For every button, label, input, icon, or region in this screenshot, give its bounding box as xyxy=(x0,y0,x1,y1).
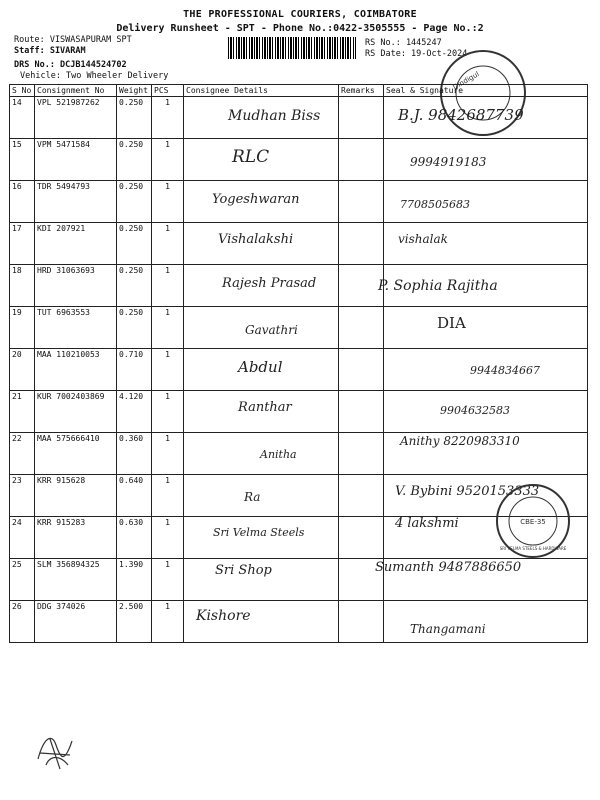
weight-cell: 0.250 xyxy=(117,223,152,265)
consignment-cell: VPM 5471584 xyxy=(35,139,117,181)
consignment-cell: HRD 31063693 xyxy=(35,265,117,307)
sno-cell: 18 xyxy=(10,265,35,307)
consignment-cell: KDI 207921 xyxy=(35,223,117,265)
handwriting-signature: 9994919183 xyxy=(410,155,487,169)
pcs-cell: 1 xyxy=(152,139,184,181)
weight-cell: 0.250 xyxy=(117,97,152,139)
weight-cell: 2.500 xyxy=(117,601,152,643)
stamp-text: SRI VELMA STEELS & HARDWARE xyxy=(499,546,567,551)
weight-cell: 0.640 xyxy=(117,475,152,517)
handwriting-signature: B.J. 9842687739 xyxy=(398,106,524,124)
consignment-cell: KRR 915283 xyxy=(35,517,117,559)
barcode xyxy=(228,37,356,59)
remarks-cell xyxy=(339,475,384,517)
sno-cell: 19 xyxy=(10,307,35,349)
stamp-code: CBE-35 xyxy=(520,518,546,526)
handwriting-consignee: Gavathri xyxy=(245,323,298,337)
col-consignee: Consignee Details xyxy=(184,85,339,97)
handwriting-consignee: Ranthar xyxy=(238,400,292,415)
sno-cell: 17 xyxy=(10,223,35,265)
weight-cell: 0.250 xyxy=(117,265,152,307)
consignment-cell: SLM 356894325 xyxy=(35,559,117,601)
sno-cell: 25 xyxy=(10,559,35,601)
table-row xyxy=(10,139,588,181)
col-seal: Seal & Signature xyxy=(384,85,588,97)
consignment-cell: MAA 575666410 xyxy=(35,433,117,475)
runsheet-title: Delivery Runsheet - SPT - Phone No.:0422-3505555 - Page No.:2 xyxy=(116,23,484,34)
weight-cell: 1.390 xyxy=(117,559,152,601)
remarks-cell xyxy=(339,97,384,139)
remarks-cell xyxy=(339,517,384,559)
consignment-cell: TDR 5494793 xyxy=(35,181,117,223)
weight-cell: 0.250 xyxy=(117,181,152,223)
sno-cell: 20 xyxy=(10,349,35,391)
col-pcs: PCS xyxy=(152,85,184,97)
weight-cell: 0.710 xyxy=(117,349,152,391)
handwriting-consignee: Kishore xyxy=(196,608,251,624)
handwriting-signature: V. Bybini 9520153333 xyxy=(395,484,540,499)
col-weight: Weight xyxy=(117,85,152,97)
remarks-cell xyxy=(339,223,384,265)
handwriting-signature: P. Sophia Rajitha xyxy=(378,278,498,294)
pcs-cell: 1 xyxy=(152,559,184,601)
drs-number: DRS No.: DCJB144524702 xyxy=(14,60,127,70)
pcs-cell: 1 xyxy=(152,601,184,643)
sno-cell: 21 xyxy=(10,391,35,433)
table-row xyxy=(10,307,588,349)
sno-cell: 14 xyxy=(10,97,35,139)
stamp-top-text: Dindigul xyxy=(451,70,481,92)
remarks-cell xyxy=(339,601,384,643)
company-title: THE PROFESSIONAL COURIERS, COIMBATORE xyxy=(183,9,417,20)
sno-cell: 23 xyxy=(10,475,35,517)
remarks-cell xyxy=(339,139,384,181)
handwriting-consignee: Mudhan Biss xyxy=(228,108,321,124)
handwriting-signature: 9944834667 xyxy=(470,364,540,377)
handwriting-consignee: Yogeshwaran xyxy=(212,192,300,207)
remarks-cell xyxy=(339,265,384,307)
table-row xyxy=(10,223,588,265)
sno-cell: 22 xyxy=(10,433,35,475)
handwriting-consignee: Rajesh Prasad xyxy=(222,276,317,291)
vehicle-label: Vehicle: Two Wheeler Delivery xyxy=(20,71,169,81)
col-sno: S No xyxy=(10,85,35,97)
handwriting-consignee: Abdul xyxy=(238,358,283,376)
pcs-cell: 1 xyxy=(152,97,184,139)
handwriting-signature: Thangamani xyxy=(410,622,486,636)
rs-date: RS Date: 19-Oct-2024 xyxy=(365,49,468,59)
remarks-cell xyxy=(339,433,384,475)
consignment-cell: KRR 915628 xyxy=(35,475,117,517)
staff-label: Staff: SIVARAM xyxy=(14,46,86,56)
seal-cell xyxy=(384,307,588,349)
consignment-cell: VPL 521987262 xyxy=(35,97,117,139)
handwriting-consignee: Sri Shop xyxy=(215,563,272,578)
handwriting-signature: 4 lakshmi xyxy=(395,516,459,531)
pcs-cell: 1 xyxy=(152,391,184,433)
pcs-cell: 1 xyxy=(152,181,184,223)
pcs-cell: 1 xyxy=(152,475,184,517)
handwriting-consignee: Vishalakshi xyxy=(218,232,294,247)
stamp-seal-graphic xyxy=(498,486,568,556)
stamp-seal xyxy=(496,484,570,558)
handwriting-consignee: Anitha xyxy=(260,448,297,461)
consignment-cell: DDG 374026 xyxy=(35,601,117,643)
sno-cell: 16 xyxy=(10,181,35,223)
handwriting-signature: 7708505683 xyxy=(400,198,470,211)
signature-scribble xyxy=(30,725,80,775)
weight-cell: 0.360 xyxy=(117,433,152,475)
remarks-cell xyxy=(339,307,384,349)
weight-cell: 4.120 xyxy=(117,391,152,433)
handwriting-consignee: RLC xyxy=(232,147,270,167)
handwriting-consignee: Sri Velma Steels xyxy=(213,526,305,539)
pcs-cell: 1 xyxy=(152,517,184,559)
table-header-row xyxy=(10,85,588,97)
sno-cell: 24 xyxy=(10,517,35,559)
handwriting-signature: 9904632583 xyxy=(440,404,510,417)
consignment-cell: MAA 110210053 xyxy=(35,349,117,391)
sno-cell: 15 xyxy=(10,139,35,181)
col-remarks: Remarks xyxy=(339,85,384,97)
handwriting-consignee: Ra xyxy=(244,490,261,504)
remarks-cell xyxy=(339,181,384,223)
sno-cell: 26 xyxy=(10,601,35,643)
weight-cell: 0.250 xyxy=(117,139,152,181)
consignee-cell xyxy=(184,475,339,517)
rs-number: RS No.: 1445247 xyxy=(365,38,442,48)
weight-cell: 0.250 xyxy=(117,307,152,349)
remarks-cell xyxy=(339,391,384,433)
consignment-cell: KUR 7002403869 xyxy=(35,391,117,433)
route-label: Route: VISWASAPURAM SPT xyxy=(14,35,132,45)
handwriting-signature: Anithy 8220983310 xyxy=(400,434,520,448)
pcs-cell: 1 xyxy=(152,223,184,265)
weight-cell: 0.630 xyxy=(117,517,152,559)
table-row xyxy=(10,601,588,643)
consignment-cell: TUT 6963553 xyxy=(35,307,117,349)
remarks-cell xyxy=(339,349,384,391)
col-consignment: Consignment No xyxy=(35,85,117,97)
pcs-cell: 1 xyxy=(152,349,184,391)
pcs-cell: 1 xyxy=(152,307,184,349)
handwriting-signature: DIA xyxy=(437,314,466,332)
pcs-cell: 1 xyxy=(152,265,184,307)
pcs-cell: 1 xyxy=(152,433,184,475)
handwriting-signature: Sumanth 9487886650 xyxy=(375,560,522,575)
handwriting-signature: vishalak xyxy=(398,232,448,246)
